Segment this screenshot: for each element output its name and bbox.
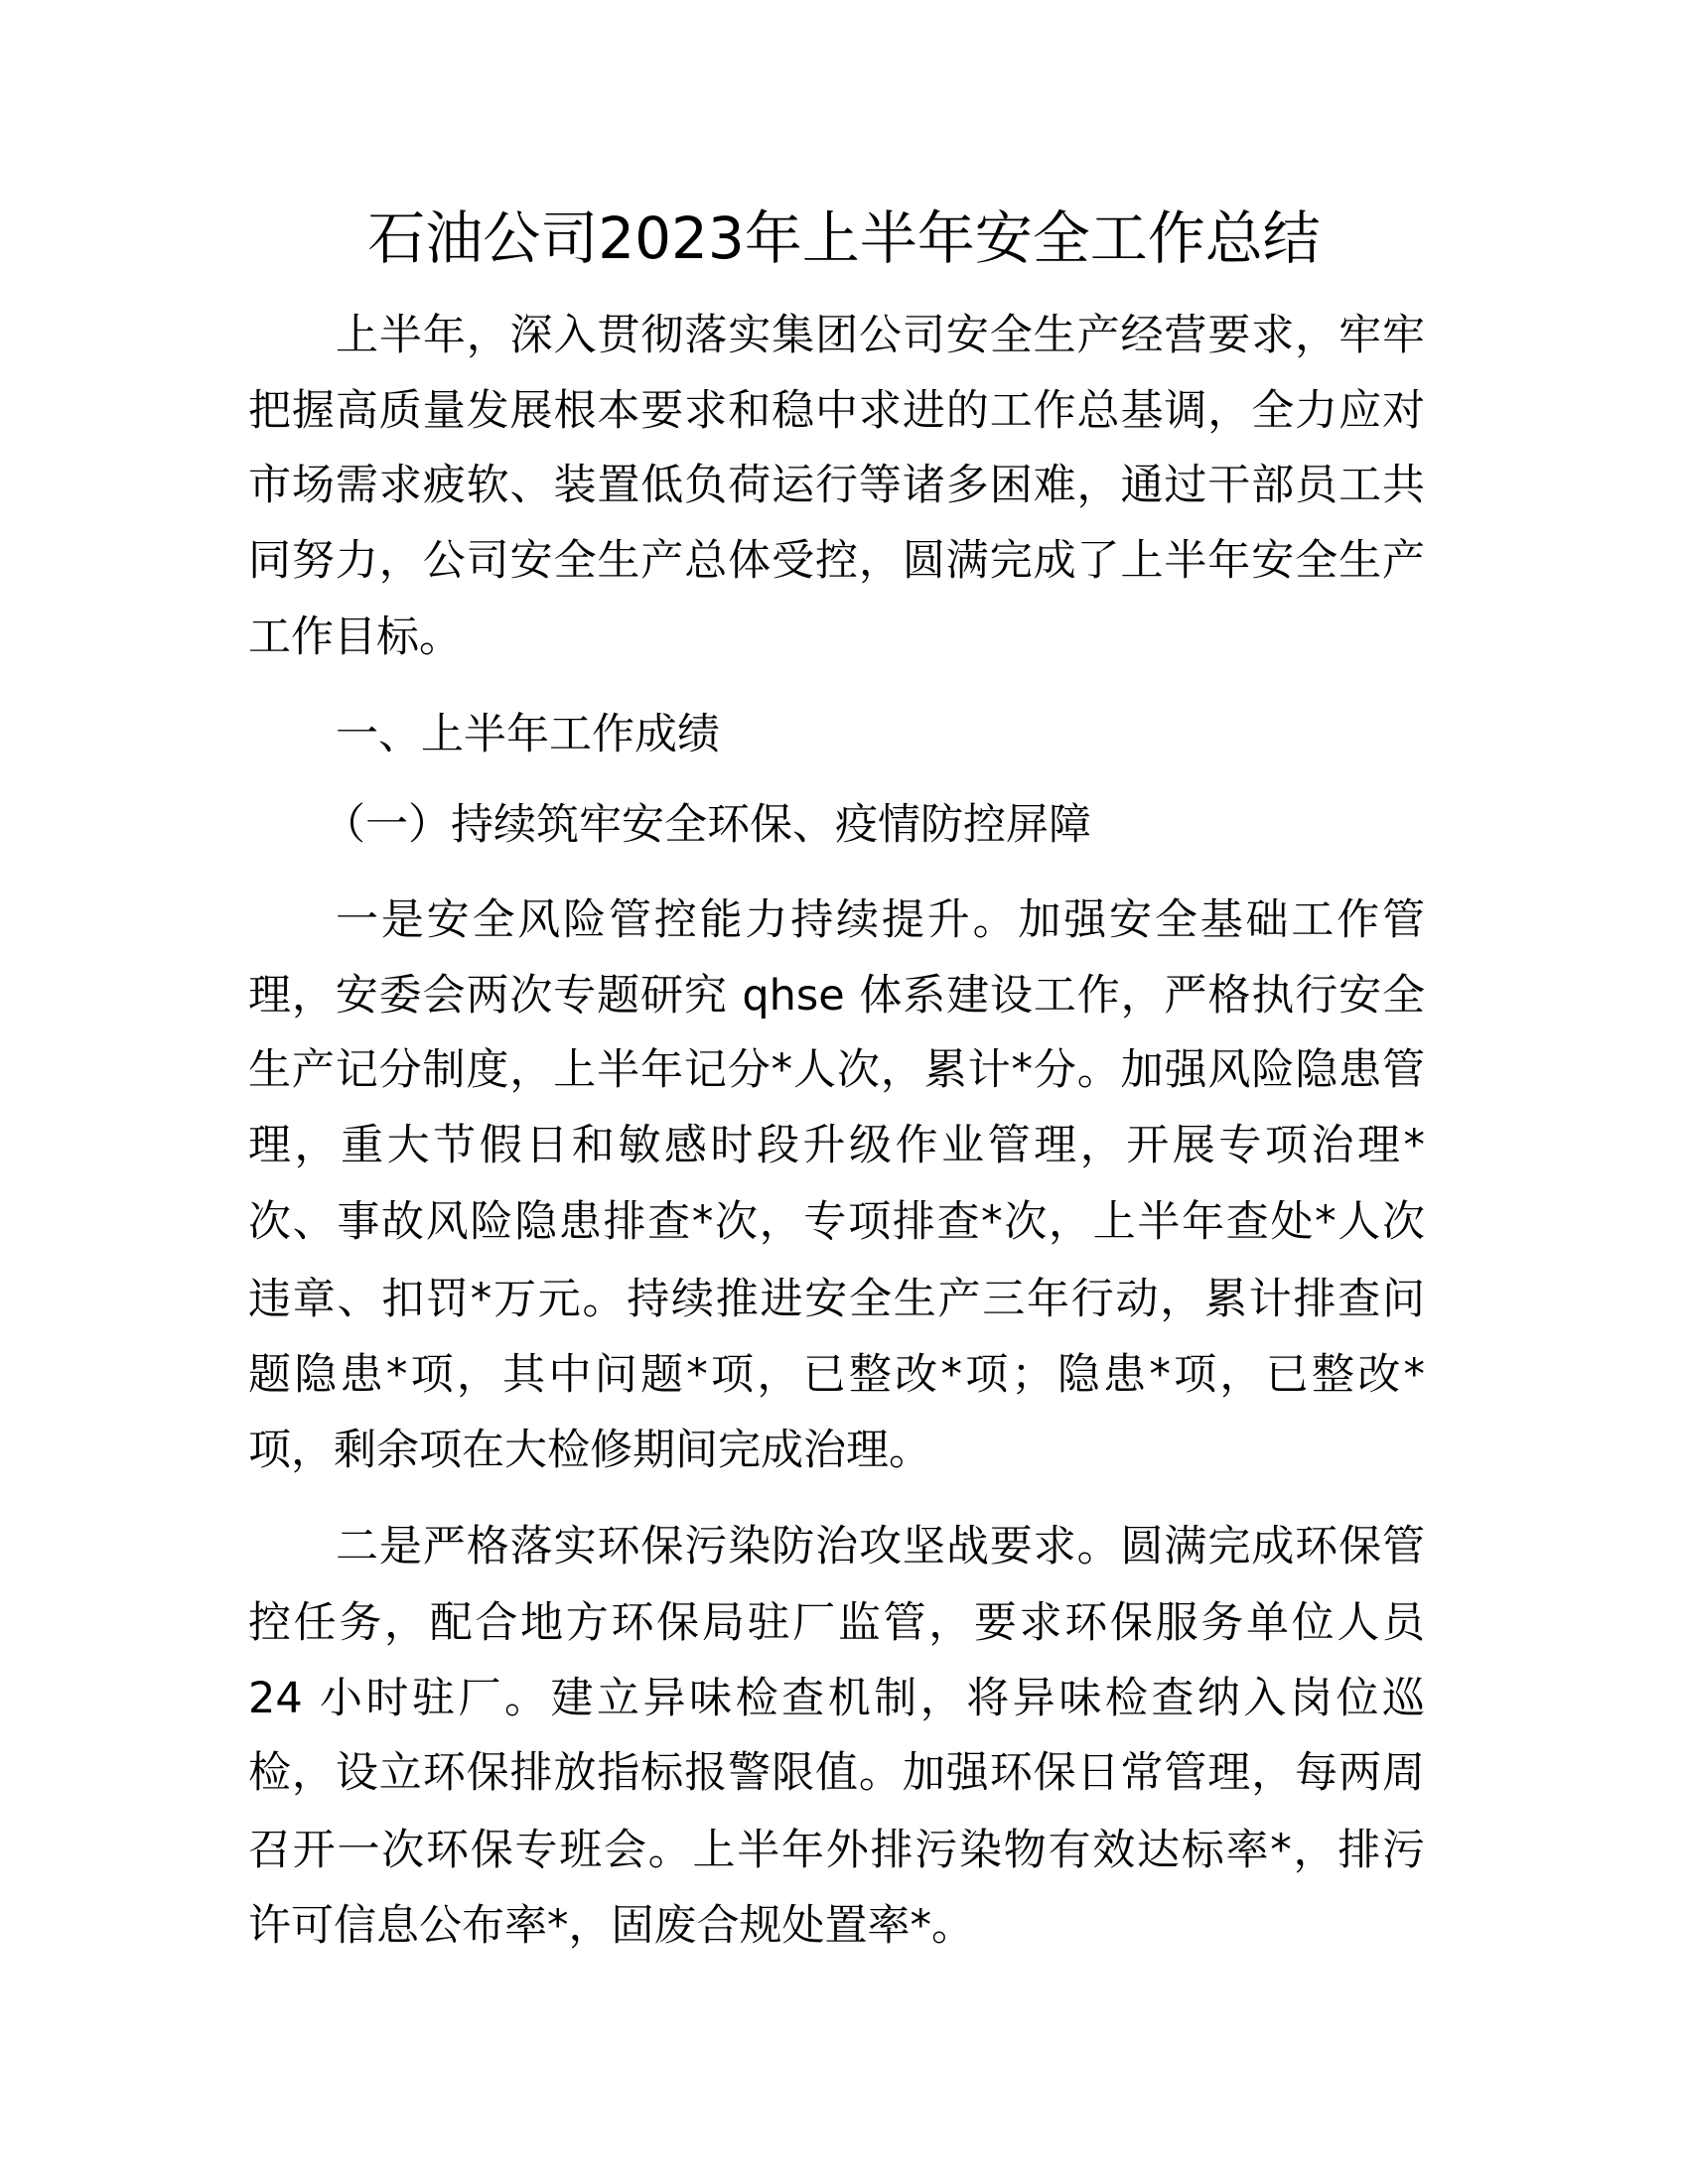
document-title: 石油公司2023年上半年安全工作总结 [367, 205, 1321, 272]
text-line: 项，剩余项在大检修期间完成治理。 [248, 1426, 931, 1475]
text-line: 24 小时驻厂。建立异味检查机制，将异味检查纳入岗位巡 [248, 1674, 1425, 1723]
text-line: 检，设立环保排放指标报警限值。加强环保日常管理，每两周 [248, 1748, 1425, 1798]
text-line: 上半年，深入贯彻落实集团公司安全生产经营要求，牢牢 [336, 311, 1425, 360]
text-line: 违章、扣罚*万元。持续推进安全生产三年行动，累计排查问 [248, 1275, 1425, 1324]
text-line: 一是安全风险管控能力持续提升。加强安全基础工作管 [336, 895, 1425, 945]
text-line: 题隐患*项，其中问题*项，已整改*项；隐患*项，已整改* [248, 1350, 1425, 1400]
text-line: 生产记分制度，上半年记分*人次，累计*分。加强风险隐患管 [248, 1045, 1425, 1095]
text-line: 工作目标。 [248, 613, 462, 662]
text-line: 理，安委会两次专题研究 qhse 体系建设工作，严格执行安全 [248, 971, 1425, 1021]
text-line: 控任务，配合地方环保局驻厂监管，要求环保服务单位人员 [248, 1598, 1425, 1648]
subsection-heading: （一）持续筑牢安全环保、疫情防控屏障 [323, 800, 1091, 850]
text-line: 把握高质量发展根本要求和稳中求进的工作总基调，全力应对 [248, 386, 1425, 436]
text-line: 二是严格落实环保污染防治攻坚战要求。圆满完成环保管 [336, 1522, 1425, 1571]
text-line: 召开一次环保专班会。上半年外排污染物有效达标率*，排污 [248, 1826, 1425, 1875]
text-line: 同努力，公司安全生产总体受控，圆满完成了上半年安全生产 [248, 536, 1425, 586]
text-line: 次、事故风险隐患排查*次，专项排查*次，上半年查处*人次 [248, 1197, 1425, 1247]
text-line: 许可信息公布率*，固废合规处置率*。 [248, 1901, 974, 1951]
text-line: 理，重大节假日和敏感时段升级作业管理，开展专项治理* [248, 1121, 1425, 1170]
section-heading: 一、上半年工作成绩 [336, 710, 720, 759]
text-line: 市场需求疲软、装置低负荷运行等诸多困难，通过干部员工共 [248, 461, 1425, 510]
